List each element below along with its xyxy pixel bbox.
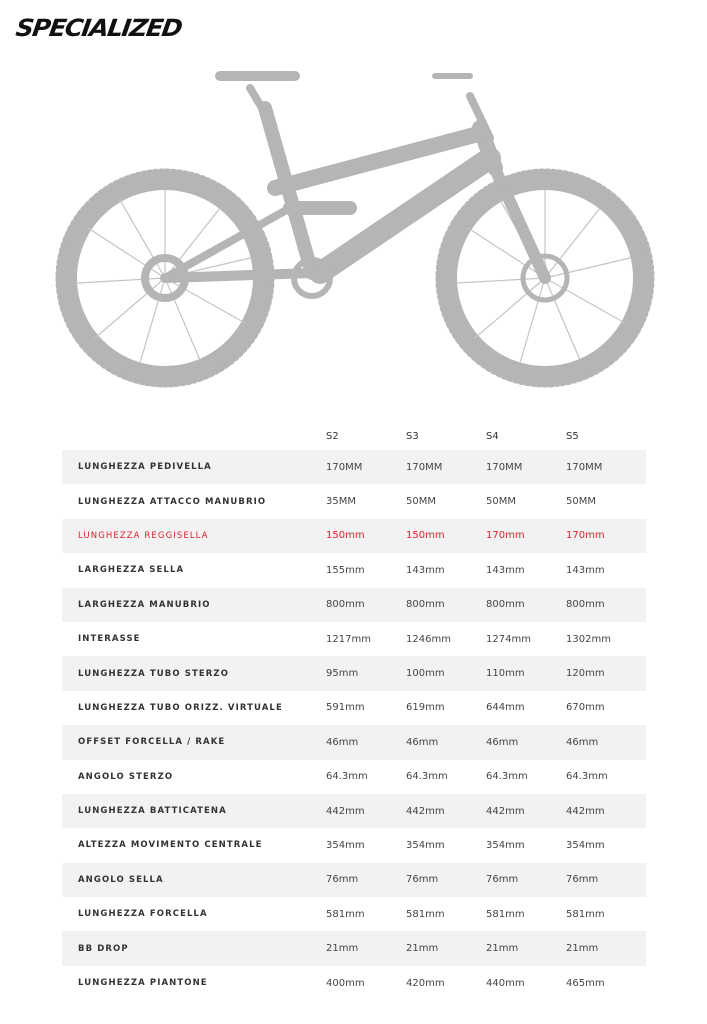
table-row: [62, 828, 646, 862]
header-empty: [62, 422, 326, 450]
cell-value: 1274mm: [486, 633, 531, 645]
table-header-row: [62, 422, 646, 450]
cell-value: 644mm: [486, 702, 525, 714]
header-size: S4: [486, 430, 499, 442]
cell-value: 21mm: [406, 931, 486, 965]
cell-value: 442mm: [486, 794, 566, 828]
table-row: [62, 450, 646, 484]
header-size: S3: [406, 430, 419, 442]
cell-value: 76mm: [566, 863, 646, 897]
cell-value: 354mm: [406, 839, 445, 851]
cell-value: 581mm: [566, 908, 605, 920]
table-row: [62, 622, 646, 656]
cell-value: 64.3mm: [326, 771, 368, 783]
cell-value: 440mm: [486, 977, 525, 989]
row-label: LUNGHEZZA PEDIVELLA: [62, 450, 326, 484]
cell-value: 800mm: [406, 588, 486, 622]
specialized-logo: SPECIALIZED: [14, 14, 184, 42]
cell-value: 170MM: [406, 450, 486, 484]
cell-value: 170mm: [486, 519, 566, 553]
cell-value: 1302mm: [566, 633, 611, 645]
cell-value: 155mm: [326, 564, 365, 576]
cell-value: 442mm: [326, 794, 406, 828]
row-label: LARGHEZZA MANUBRIO: [62, 588, 326, 622]
table-row: [62, 966, 646, 1000]
cell-value: 35MM: [326, 496, 356, 508]
row-label: LUNGHEZZA ATTACCO MANUBRIO: [78, 496, 267, 507]
cell-value: 46mm: [326, 725, 406, 759]
cell-value: 581mm: [326, 908, 365, 920]
cell-value: 76mm: [486, 863, 566, 897]
cell-value: 21mm: [486, 931, 566, 965]
cell-value: 170MM: [326, 450, 406, 484]
cell-value: 591mm: [326, 702, 365, 714]
table-row: [62, 656, 646, 690]
cell-value: 64.3mm: [566, 771, 608, 783]
cell-value: 143mm: [486, 564, 525, 576]
cell-value: 465mm: [566, 977, 605, 989]
header-size: S5: [566, 430, 579, 442]
row-label: LUNGHEZZA PIANTONE: [78, 978, 208, 989]
cell-value: 800mm: [566, 588, 646, 622]
table-row: [62, 760, 646, 794]
cell-value: 50MM: [406, 496, 436, 508]
header-size: S2: [326, 430, 339, 442]
cell-value: 354mm: [326, 839, 365, 851]
cell-value: 442mm: [566, 794, 646, 828]
cell-value: 420mm: [406, 977, 445, 989]
cell-value: 95mm: [326, 656, 406, 690]
cell-value: 21mm: [326, 931, 406, 965]
table-row: [62, 863, 646, 897]
row-label: LUNGHEZZA BATTICATENA: [62, 794, 326, 828]
row-label: ALTEZZA MOVIMENTO CENTRALE: [78, 840, 263, 851]
cell-value: 581mm: [406, 908, 445, 920]
row-label: LUNGHEZZA REGGISELLA: [62, 519, 326, 553]
cell-value: 76mm: [326, 863, 406, 897]
row-label: LUNGHEZZA FORCELLA: [78, 909, 208, 920]
cell-value: 100mm: [406, 656, 486, 690]
geometry-table: [62, 422, 646, 1000]
row-label: INTERASSE: [78, 634, 141, 645]
bike-illustration: [50, 58, 670, 388]
cell-value: 143mm: [406, 564, 445, 576]
table-row: [62, 553, 646, 587]
cell-value: 21mm: [566, 931, 646, 965]
cell-value: 46mm: [566, 725, 646, 759]
cell-value: 619mm: [406, 702, 445, 714]
cell-value: 170mm: [566, 519, 646, 553]
cell-value: 64.3mm: [406, 771, 448, 783]
table-row: [62, 691, 646, 725]
row-label: BB DROP: [62, 931, 326, 965]
table-row: [62, 484, 646, 518]
row-label: OFFSET FORCELLA / RAKE: [62, 725, 326, 759]
cell-value: 1217mm: [326, 633, 371, 645]
cell-value: 670mm: [566, 702, 605, 714]
cell-value: 46mm: [486, 725, 566, 759]
cell-value: 150mm: [406, 519, 486, 553]
cell-value: 46mm: [406, 725, 486, 759]
cell-value: 110mm: [486, 656, 566, 690]
row-label: LUNGHEZZA TUBO ORIZZ. VIRTUALE: [78, 702, 283, 713]
table-row: [62, 794, 646, 828]
cell-value: 170MM: [566, 450, 646, 484]
cell-value: 64.3mm: [486, 771, 528, 783]
table-row: [62, 725, 646, 759]
row-label: LUNGHEZZA TUBO STERZO: [62, 656, 326, 690]
cell-value: 120mm: [566, 656, 646, 690]
cell-value: 1246mm: [406, 633, 451, 645]
table-row: [62, 931, 646, 965]
cell-value: 354mm: [486, 839, 525, 851]
row-label: ANGOLO SELLA: [62, 863, 326, 897]
cell-value: 143mm: [566, 564, 605, 576]
cell-value: 76mm: [406, 863, 486, 897]
cell-value: 354mm: [566, 839, 605, 851]
cell-value: 150mm: [326, 519, 406, 553]
table-row: [62, 519, 646, 553]
row-label: ANGOLO STERZO: [78, 771, 174, 782]
cell-value: 50MM: [566, 496, 596, 508]
table-row: [62, 588, 646, 622]
cell-value: 442mm: [406, 794, 486, 828]
cell-value: 800mm: [326, 588, 406, 622]
row-label: LARGHEZZA SELLA: [78, 565, 185, 576]
cell-value: 400mm: [326, 977, 365, 989]
cell-value: 800mm: [486, 588, 566, 622]
cell-value: 50MM: [486, 496, 516, 508]
table-row: [62, 897, 646, 931]
cell-value: 581mm: [486, 908, 525, 920]
cell-value: 170MM: [486, 450, 566, 484]
